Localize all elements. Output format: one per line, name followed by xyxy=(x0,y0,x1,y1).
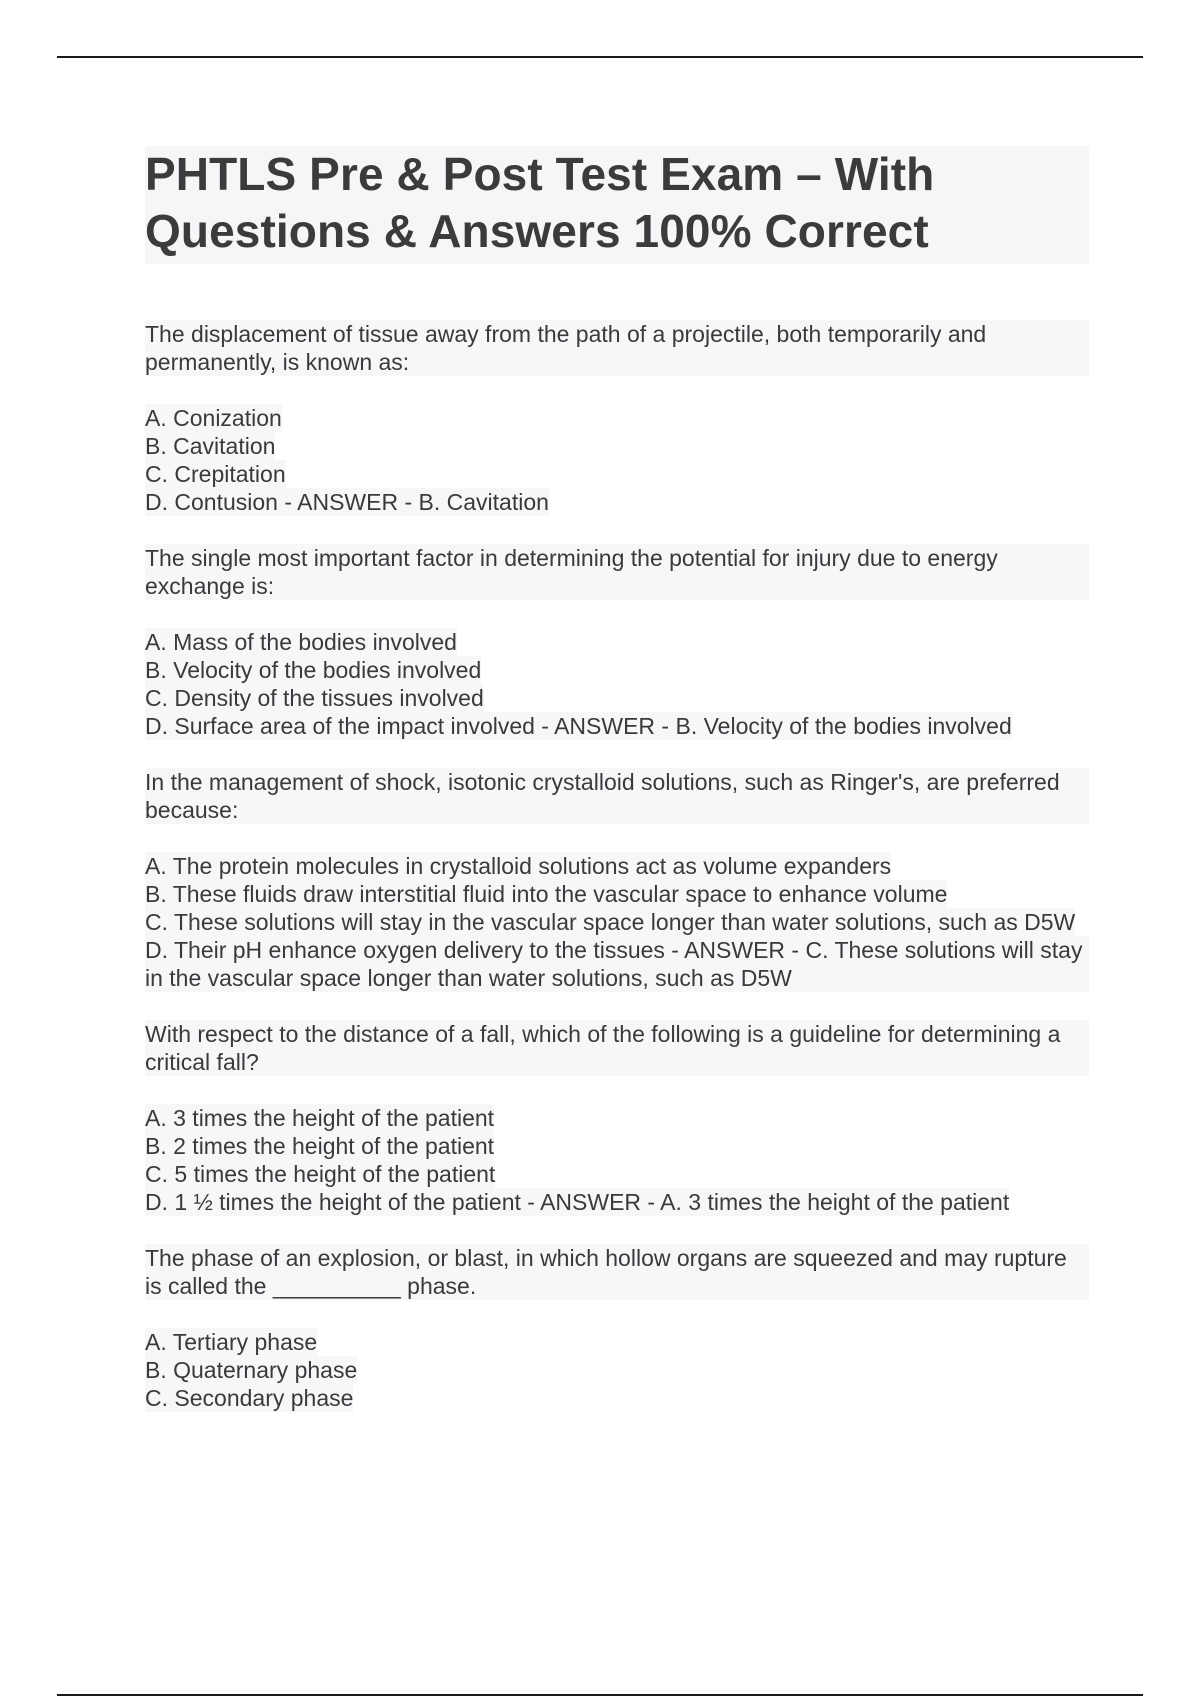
bottom-rule xyxy=(57,1694,1143,1696)
answer-options xyxy=(145,852,1089,992)
answer-option: A. Conization xyxy=(145,405,282,431)
question-item xyxy=(145,1244,1089,1412)
question-stem: The phase of an explosion, or blast, in which hollow organs are squeezed and may rupture is called the __________ phase. xyxy=(145,1244,1089,1300)
answer-option: D. Surface area of the impact involved - ANSWER - B. Velocity of the bodies involved xyxy=(145,713,1012,739)
question-stem: In the management of shock, isotonic crystalloid solutions, such as Ringer's, are preferred because: xyxy=(145,768,1089,824)
title-line-1: PHTLS Pre & Post Test Exam – With xyxy=(145,148,935,200)
document-content xyxy=(145,146,1089,1440)
question-stem: With respect to the distance of a fall, which of the following is a guideline for determining a critical fall? xyxy=(145,1020,1089,1076)
answer-option: C. Crepitation xyxy=(145,461,286,487)
title-line-2: Questions & Answers 100% Correct xyxy=(145,205,929,257)
answer-option: B. Velocity of the bodies involved xyxy=(145,657,482,683)
answer-options xyxy=(145,1104,1089,1216)
answer-option: C. 5 times the height of the patient xyxy=(145,1161,496,1187)
answer-option: A. Mass of the bodies involved xyxy=(145,629,457,655)
answer-option: D. 1 ½ times the height of the patient - ANSWER - A. 3 times the height of the patient xyxy=(145,1189,1010,1215)
answer-options xyxy=(145,1328,1089,1412)
answer-option: B. Quaternary phase xyxy=(145,1357,358,1383)
answer-option: B. Cavitation xyxy=(145,433,276,459)
answer-option: C. These solutions will stay in the vascular space longer than water solutions, such as D5W xyxy=(145,909,1076,935)
answer-options xyxy=(145,628,1089,740)
answer-option: C. Density of the tissues involved xyxy=(145,685,484,711)
question-item xyxy=(145,320,1089,516)
answer-option: C. Secondary phase xyxy=(145,1385,354,1411)
top-rule xyxy=(57,56,1143,58)
answer-option: A. 3 times the height of the patient xyxy=(145,1105,495,1131)
document-title xyxy=(145,146,1089,260)
answer-option: A. The protein molecules in crystalloid solutions act as volume expanders xyxy=(145,853,892,879)
question-item xyxy=(145,1020,1089,1216)
answer-option: B. These fluids draw interstitial fluid into the vascular space to enhance volume xyxy=(145,881,948,907)
question-list xyxy=(145,320,1089,1412)
question-item xyxy=(145,544,1089,740)
answer-option: D. Their pH enhance oxygen delivery to the tissues - ANSWER - C. These solutions will stay in the vascular space longer than water solutions, such as D5W xyxy=(145,936,1089,992)
answer-option: B. 2 times the height of the patient xyxy=(145,1133,495,1159)
answer-option: A. Tertiary phase xyxy=(145,1329,318,1355)
question-stem: The single most important factor in determining the potential for injury due to energy exchange is: xyxy=(145,544,1089,600)
question-item xyxy=(145,768,1089,992)
answer-options xyxy=(145,404,1089,516)
title-block xyxy=(145,146,1089,264)
answer-option: D. Contusion - ANSWER - B. Cavitation xyxy=(145,489,549,515)
question-stem: The displacement of tissue away from the path of a projectile, both temporarily and permanently, is known as: xyxy=(145,320,1089,376)
